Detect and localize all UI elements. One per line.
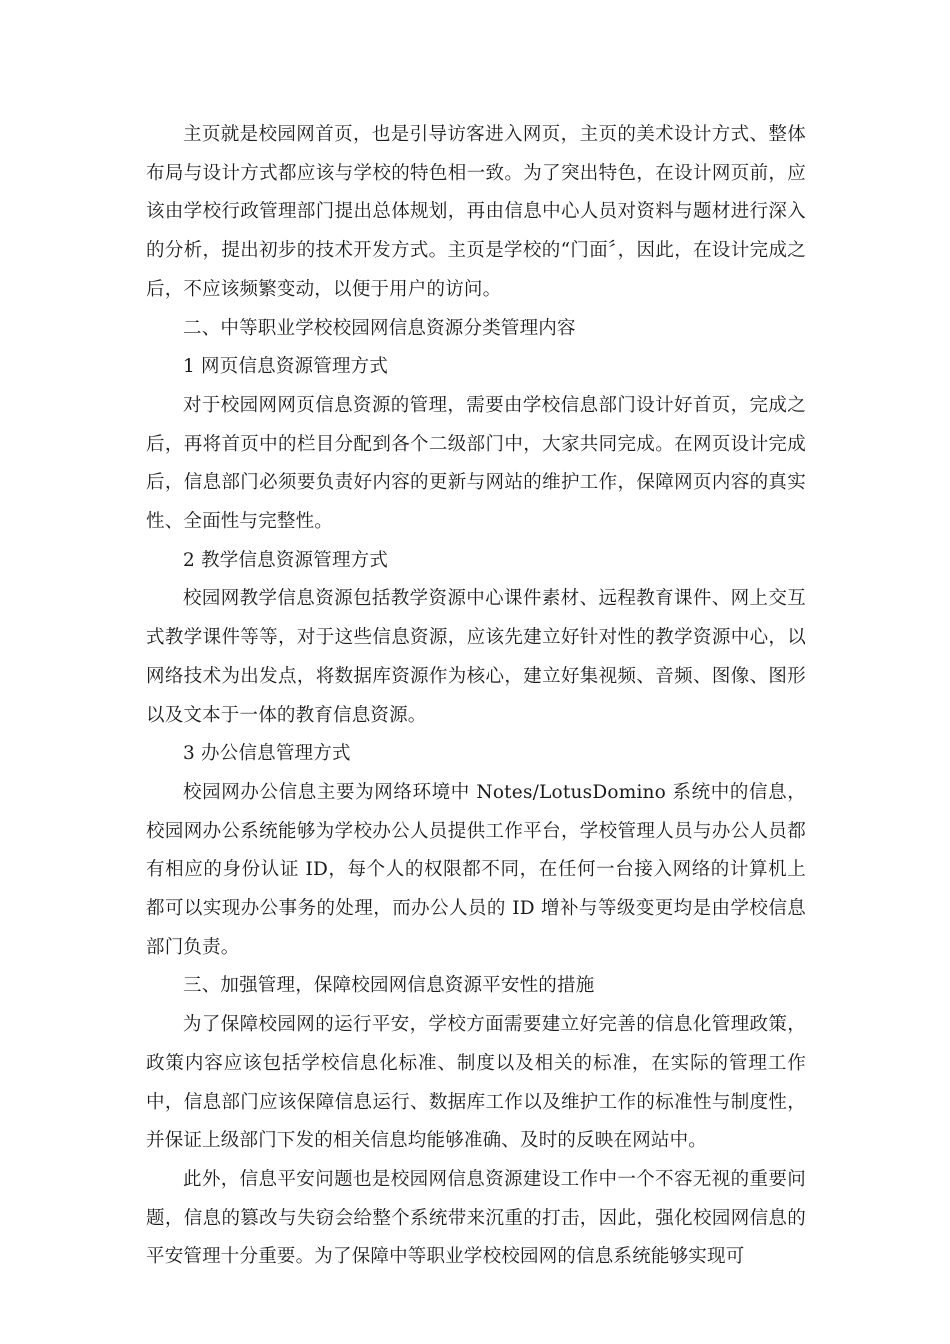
section-heading-2: 二、中等职业学校校园网信息资源分类管理内容 [183, 317, 576, 339]
paragraph-security-policy: 为了保障校园网的运行平安，学校方面需要建立好完善的信息化管理政策，政策内容应该包括学校信息化标准、制度以及相关的标准，在实际的管理工作中，信息部门应该保障信息运行、数据库工作以及维护工作的标准性与制度性，并保证上级部门下发的相关信息均能够准确、及时的反映在网站中。 [146, 1014, 806, 1152]
paragraph-web-resources: 对于校园网网页信息资源的管理，需要由学校信息部门设计好首页，完成之后，再将首页中的栏目分配到各个二级部门中，大家共同完成。在网页设计完成后，信息部门必须要负责好内容的更新与网站的维护工作，保障网页内容的真实性、全面性与完整性。 [146, 394, 806, 533]
subheading-teaching-resources: 2 教学信息资源管理方式 [183, 549, 389, 571]
paragraph-office-info: 校园网办公信息主要为网络环境中 Notes/LotusDomino 系统中的信息，校园网办公系统能够为学校办公人员提供工作平台，学校管理人员与办公人员都有相应的身份认证 ID，每个人的权限都不同，在任何一台接入网络的计算机上都可以实现办公事务的处理，而办公人员的 ID 增补与等级变更均是由学校信息部门负责。 [146, 781, 806, 958]
subheading-web-resources: 1 网页信息资源管理方式 [183, 356, 389, 378]
subheading-office-info: 3 办公信息管理方式 [183, 743, 351, 765]
document-body [146, 116, 806, 1277]
section-heading-3: 三、加强管理，保障校园网信息资源平安性的措施 [183, 975, 595, 997]
paragraph-homepage-design: 主页就是校园网首页，也是引导访客进入网页，主页的美术设计方式、整体布局与设计方式都应该与学校的特色相一致。为了突出特色，在设计网页前，应该由学校行政管理部门提出总体规划，再由信息中心人员对资料与题材进行深入的分析，提出初步的技术开发方式。主页是学校的“门面〞，因此，在设计完成之后，不应该频繁变动，以便于用户的访问。 [146, 124, 806, 300]
paragraph-teaching-resources: 校园网教学信息资源包括教学资源中心课件素材、远程教育课件、网上交互式教学课件等等，对于这些信息资源，应该先建立好针对性的教学资源中心，以网络技术为出发点，将数据库资源作为核心，建立好集视频、音频、图像、图形以及文本于一体的教育信息资源。 [146, 588, 806, 726]
paragraph-security-issues: 此外，信息平安问题也是校园网信息资源建设工作中一个不容无视的重要问题，信息的篡改与失窃会给整个系统带来沉重的打击，因此，强化校园网信息的平安管理十分重要。为了保障中等职业学校校园网的信息系统能够实现可 [146, 1168, 806, 1268]
